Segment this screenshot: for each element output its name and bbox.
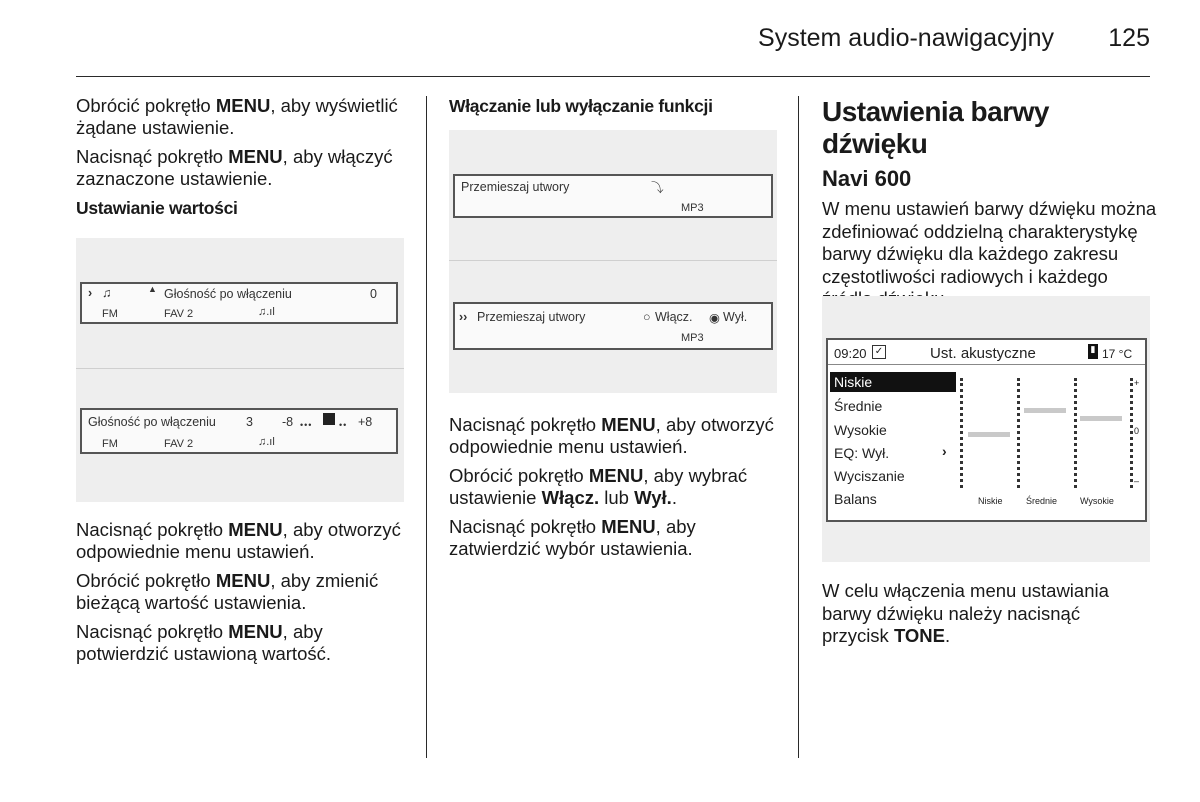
page-header (76, 0, 1150, 77)
slider-track: ••• (300, 420, 313, 430)
column-1-bottom (76, 519, 411, 672)
treble-level-bar (1080, 416, 1122, 421)
thermometer-icon: ▮ (1088, 344, 1098, 359)
scale-dots (1017, 378, 1023, 488)
slider-thumb (323, 413, 335, 425)
column-3-bottom (822, 580, 1152, 655)
bass-level-bar (968, 432, 1010, 437)
scale-dots (1074, 378, 1080, 488)
menu-item[interactable]: Wysokie (834, 422, 887, 438)
slider-track: •• (339, 420, 348, 430)
signal-icon: ♫.ıl (258, 436, 275, 448)
band-label: Niskie (978, 496, 1003, 506)
column-1 (76, 95, 411, 226)
clock: 09:20 (834, 346, 867, 361)
paragraph: Obrócić pokrętło MENU, aby zmienić bieżącą wartość ustawienia. (76, 570, 379, 613)
shuffle-icon: ⤵ (651, 181, 664, 195)
screen-title: Ust. akustyczne (930, 345, 1036, 362)
band-label: Wysokie (1080, 496, 1114, 506)
note-icon: ♫ (102, 286, 112, 300)
lcd-display: Przemieszaj utwory ⤵ MP3 (453, 174, 773, 218)
menu-item[interactable]: Średnie (834, 398, 883, 414)
page-number: 125 (1108, 24, 1150, 52)
menu-item[interactable]: Wyciszanie (834, 468, 905, 484)
section-heading: Ustawienia barwy dźwięku (822, 96, 1049, 159)
mid-level-bar (1024, 408, 1066, 413)
radio-empty-icon: ○ (643, 310, 651, 324)
paragraph: W celu włączenia menu ustawiania barwy dźwięku należy nacisnąć przycisk TONE. (822, 580, 1109, 646)
tone-settings-screen: 09:20 ✓ Ust. akustyczne ▮ 17 °C Niskie Średnie Wysokie EQ: Wył. › Wyciszanie Balans + 0 – Niskie Średnie Wysokie (826, 338, 1147, 522)
section-subheading: Navi 600 (822, 166, 912, 191)
column-divider (798, 96, 799, 758)
menu-item[interactable]: Balans (834, 491, 877, 507)
submenu-arrow-icon: › (942, 443, 947, 459)
paragraph: Nacisnąć pokrętło MENU, aby włączyć zaznaczone ustawienie. (76, 146, 393, 189)
subheading: Włączanie lub wyłączanie funkcji (449, 96, 713, 116)
paragraph: Obrócić pokrętło MENU, aby wyświetlić żądane ustawienie. (76, 95, 398, 138)
column-2 (449, 95, 784, 124)
screen-illustration (449, 130, 777, 393)
column-2-bottom (449, 414, 784, 567)
temperature: 17 °C (1102, 347, 1133, 361)
paragraph: Nacisnąć pokrętło MENU, aby zatwierdzić wybór ustawienia. (449, 516, 696, 559)
menu-item[interactable]: EQ: Wył. (834, 445, 890, 461)
scale-dots (960, 378, 966, 488)
signal-icon: ♫.ıl (258, 306, 275, 318)
paragraph: Nacisnąć pokrętło MENU, aby otworzyć odpowiednie menu ustawień. (76, 519, 401, 562)
lcd-display: Głośność po włączeniu 3 -8 ••• •• +8 FM FAV 2 ♫.ıl (80, 408, 398, 454)
check-icon: ✓ (872, 345, 886, 359)
lcd-display: › ♫ ▲ Głośność po włączeniu 0 FM FAV 2 ♫.ıl (80, 282, 398, 324)
screen-illustration (76, 238, 404, 502)
subheading: Ustawianie wartości (76, 198, 238, 218)
column-divider (426, 96, 427, 758)
lcd-display: ›› Przemieszaj utwory ○ Włącz. ◉ Wył. MP3 (453, 302, 773, 350)
menu-item-selected[interactable]: Niskie (830, 372, 956, 392)
band-label: Średnie (1026, 496, 1058, 506)
radio-checked-icon: ◉ (709, 311, 720, 325)
column-3 (822, 96, 1157, 311)
paragraph: Obrócić pokrętło MENU, aby wybrać ustawienie Włącz. lub Wył.. (449, 465, 748, 508)
header-title: System audio-nawigacyjny (758, 24, 1054, 52)
paragraph: Nacisnąć pokrętło MENU, aby potwierdzić ustawioną wartość. (76, 621, 331, 664)
paragraph: W menu ustawień barwy dźwięku można zdefiniować oddzielną charakterystykę barwy dźwięku dla każdego zakresu częstotliwości radiowych i każdego (822, 198, 1157, 287)
up-arrow-icon: ▲ (148, 284, 157, 294)
paragraph: Nacisnąć pokrętło MENU, aby otworzyć odpowiednie menu ustawień. (449, 414, 774, 457)
